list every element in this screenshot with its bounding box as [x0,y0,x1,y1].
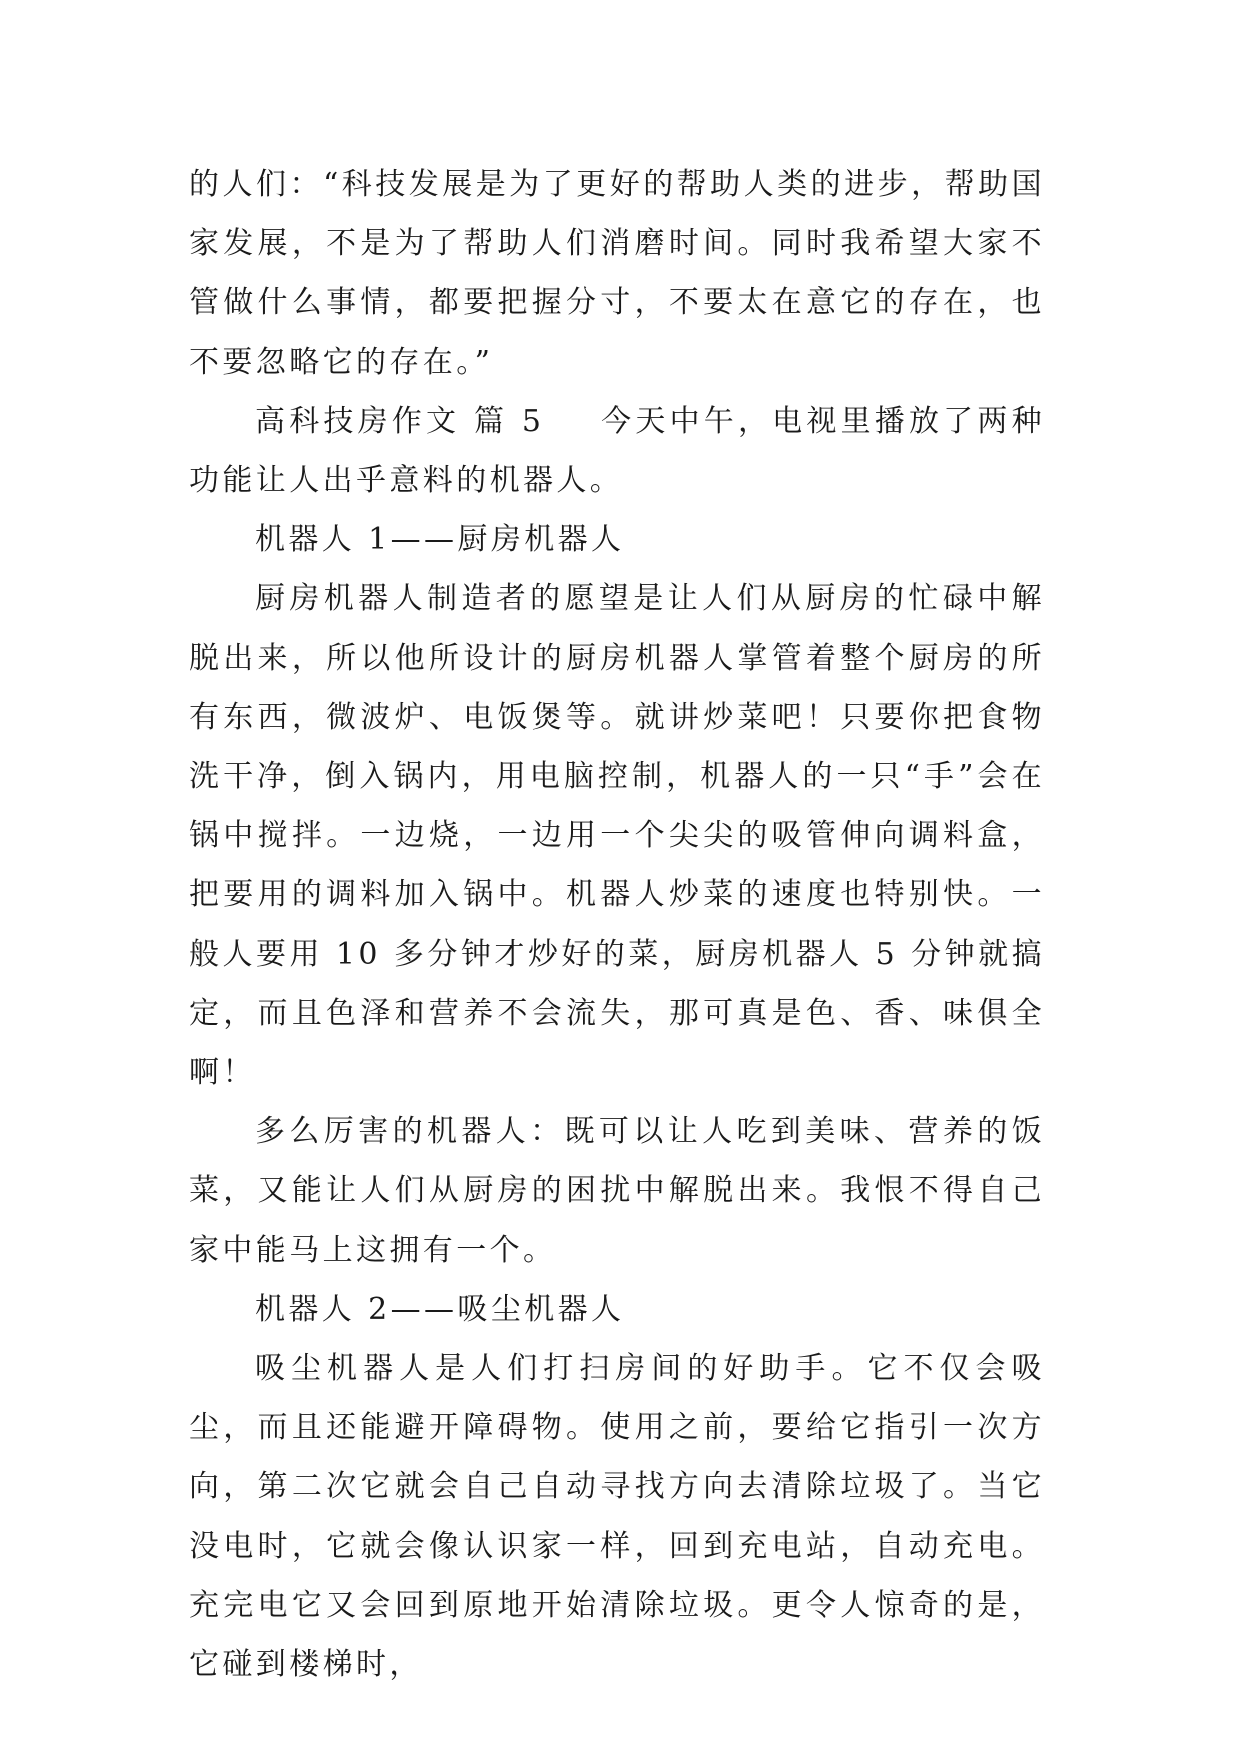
subheading-robot-1: 机器人 1——厨房机器人 [255,522,625,558]
section-intro: 今天中午，电视里播放了两种功能让人出乎意料的机器人。 [189,403,1045,499]
paragraph-continuation: 的人们：“科技发展是为了更好的帮助人类的进步，帮助国家发展，不是为了帮助人们消磨时间。同时我希望大家不管做什么事情，都要把握分寸，不要太在意它的存在，也不要忽略它的存在。” [189,167,1045,380]
document-body [189,155,1045,1694]
section-title: 高科技房作文 篇 5 [255,403,545,439]
paragraph-kitchen-robot-comment: 多么厉害的机器人：既可以让人吃到美味、营养的饭菜，又能让人们从厨房的困扰中解脱出来。我恨不得自己家中能马上这拥有一个。 [189,1114,1045,1268]
paragraph-vacuum-robot: 吸尘机器人是人们打扫房间的好助手。它不仅会吸尘，而且还能避开障碍物。使用之前，要给它指引一次方向，第二次它就会自己自动寻找方向去清除垃圾了。当它没电时，它就会像认识家一样，回到充电站，自动充电。充完电它又会回到原地开始清除垃圾。更令人惊奇的是，它碰到楼梯时， [189,1351,1045,1683]
paragraph-kitchen-robot: 厨房机器人制造者的愿望是让人们从厨房的忙碌中解脱出来，所以他所设计的厨房机器人掌管着整个厨房的所有东西，微波炉、电饭煲等。就讲炒菜吧！只要你把食物洗干净，倒入锅内，用电脑控制，机器人的一只“手”会在锅中搅拌。一边烧，一边用一个尖尖的吸管伸向调料盒，把要用的调料加入锅中。机器人炒菜的速度也特别快。一般人要用 10 多分钟才炒好的菜，厨房机器人 5 分钟就搞定，而且色泽和营养不会流失，那可真是色、香、味俱全啊！ [189,581,1045,1091]
subheading-robot-2: 机器人 2——吸尘机器人 [255,1291,625,1327]
paragraph-section-heading [189,392,1045,510]
